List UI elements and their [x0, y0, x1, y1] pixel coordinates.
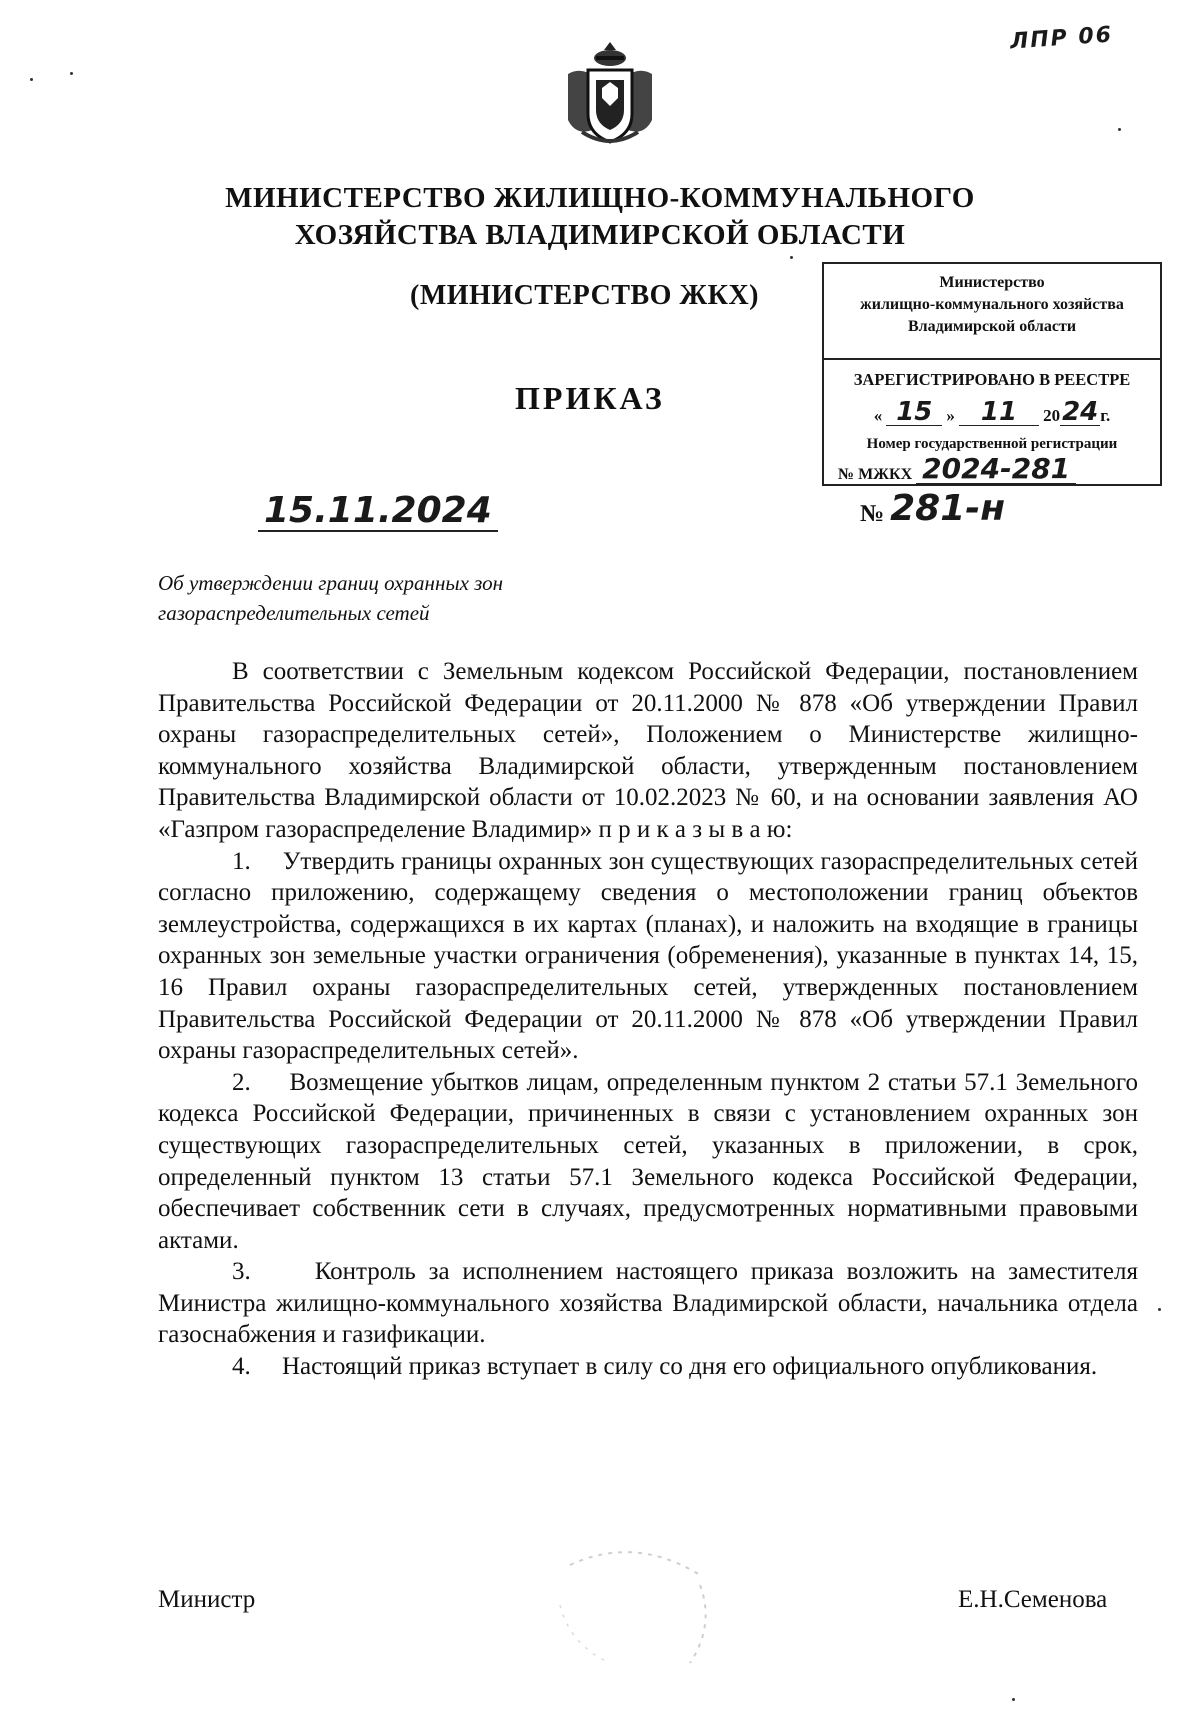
stamp-month: 11	[959, 399, 1039, 426]
order-item-2	[158, 1067, 1138, 1257]
stamp-year-end: г.	[1100, 406, 1111, 425]
order-item-1	[158, 846, 1138, 1067]
stamp-organization	[824, 264, 1160, 360]
item-number: 1.	[232, 847, 251, 875]
stamp-reg-number: 2024-281	[916, 455, 1076, 484]
faint-seal-mark	[550, 1545, 720, 1665]
order-date: 15.11.2024	[258, 492, 498, 532]
signatory-name: Е.Н.Семенова	[958, 1586, 1108, 1613]
scan-speck	[30, 78, 33, 81]
scan-speck	[1118, 128, 1121, 131]
item-text: Настоящий приказ вступает в силу со дня его официального опубликования.	[282, 1353, 1098, 1381]
order-item-3	[158, 1256, 1138, 1351]
item-text: Утвердить границы охранных зон существующих газораспределительных сетей согласно приложению, содержащему сведения о местоположении границ объектов землеустройства, содержащихся в их картах (планах), и наложить на входящие в границы охранных зон земельные участки ограничения (обременения), указанные в пунктах 14, 15, 16 Правил охраны газораспределительных сетей, утвержденных постановлением Правительства Российской Федерации от 20.11.2000 № 878 «Об утверждении Правил охраны газораспределительных сетей».	[158, 847, 1139, 1065]
order-subject	[158, 568, 678, 628]
registration-stamp	[822, 262, 1162, 486]
order-number: 281-н	[890, 488, 1006, 529]
order-number-prefix: №	[860, 501, 885, 527]
order-item-4	[158, 1351, 1138, 1383]
preamble-paragraph: В соответствии с Земельным кодексом Российской Федерации, постановлением Правительства Российской Федерации от 20.11.2000 № 878 «Об утверждении Правил охраны газораспределительных сетей», Положением о Министерстве жилищно-коммунального хозяйства Владимирской области, утвержденным постановлением Правительства Владимирской области от 10.02.2023 № 60, и на основании заявления АО «Газпром газораспределение Владимир» п р и к а з ы в а ю:	[158, 658, 1138, 843]
stamp-reg-number-row	[824, 452, 1160, 485]
item-text: Контроль за исполнением настоящего приказа возложить на заместителя Министра жилищно-коммунального хозяйства Владимирской области, начальника отдела газоснабжения и газификации.	[158, 1258, 1138, 1349]
scan-speck	[1012, 1698, 1015, 1701]
ministry-short-name: (МИНИСТЕРСТВО ЖКХ)	[410, 280, 759, 311]
stamp-reg-label: Номер государственной регистрации	[866, 436, 1118, 452]
order-body	[158, 656, 1138, 1383]
stamp-quote-open: «	[873, 406, 883, 425]
item-number: 4.	[232, 1353, 251, 1381]
ministry-name	[100, 180, 1100, 254]
item-number: 2.	[232, 1068, 251, 1096]
stamp-day: 15	[886, 399, 942, 426]
top-handwritten-mark: ЛПР 06	[1009, 22, 1114, 55]
coat-of-arms-emblem	[562, 40, 658, 150]
subject-line-2: газораспределительных сетей	[158, 601, 430, 625]
scan-speck	[1158, 1308, 1161, 1311]
stamp-reg-prefix: № МЖКХ	[838, 466, 913, 483]
scan-speck	[70, 72, 73, 75]
stamp-org-line-3: Владимирской области	[907, 318, 1077, 335]
stamp-year-suffix: 24	[1062, 397, 1099, 427]
subject-line-1: Об утверждении границ охранных зон	[158, 571, 504, 595]
ministry-line-2: ХОЗЯЙСТВА ВЛАДИМИРСКОЙ ОБЛАСТИ	[294, 219, 906, 251]
stamp-quote-close: »	[946, 406, 955, 425]
stamp-date	[824, 396, 1160, 426]
item-number: 3.	[232, 1258, 251, 1286]
document-type-title: ПРИКАЗ	[515, 380, 665, 416]
stamp-org-line-1: Министерство	[939, 274, 1045, 291]
item-text: Возмещение убытков лицам, определенным пунктом 2 статьи 57.1 Земельного кодекса Российской Федерации, причиненных в связи с установлением охранных зон существующих газораспределительных сетей, указанных в приложении, в срок, определенный пунктом 13 статьи 57.1 Земельного кодекса Российской Федерации, обеспечивает собственник сети в случаях, предусмотренных нормативными правовыми актами.	[158, 1068, 1138, 1254]
stamp-registered-label: ЗАРЕГИСТРИРОВАНО В РЕЕСТРЕ	[853, 370, 1131, 389]
stamp-org-line-2: жилищно-коммунального хозяйства	[860, 296, 1124, 313]
scan-speck	[790, 256, 793, 259]
ministry-line-1: МИНИСТЕРСТВО ЖИЛИЩНО-КОММУНАЛЬНОГО	[225, 182, 975, 214]
order-number-row	[860, 490, 1005, 528]
signatory-title: Министр	[158, 1586, 256, 1613]
stamp-year-prefix: 20	[1043, 406, 1061, 425]
